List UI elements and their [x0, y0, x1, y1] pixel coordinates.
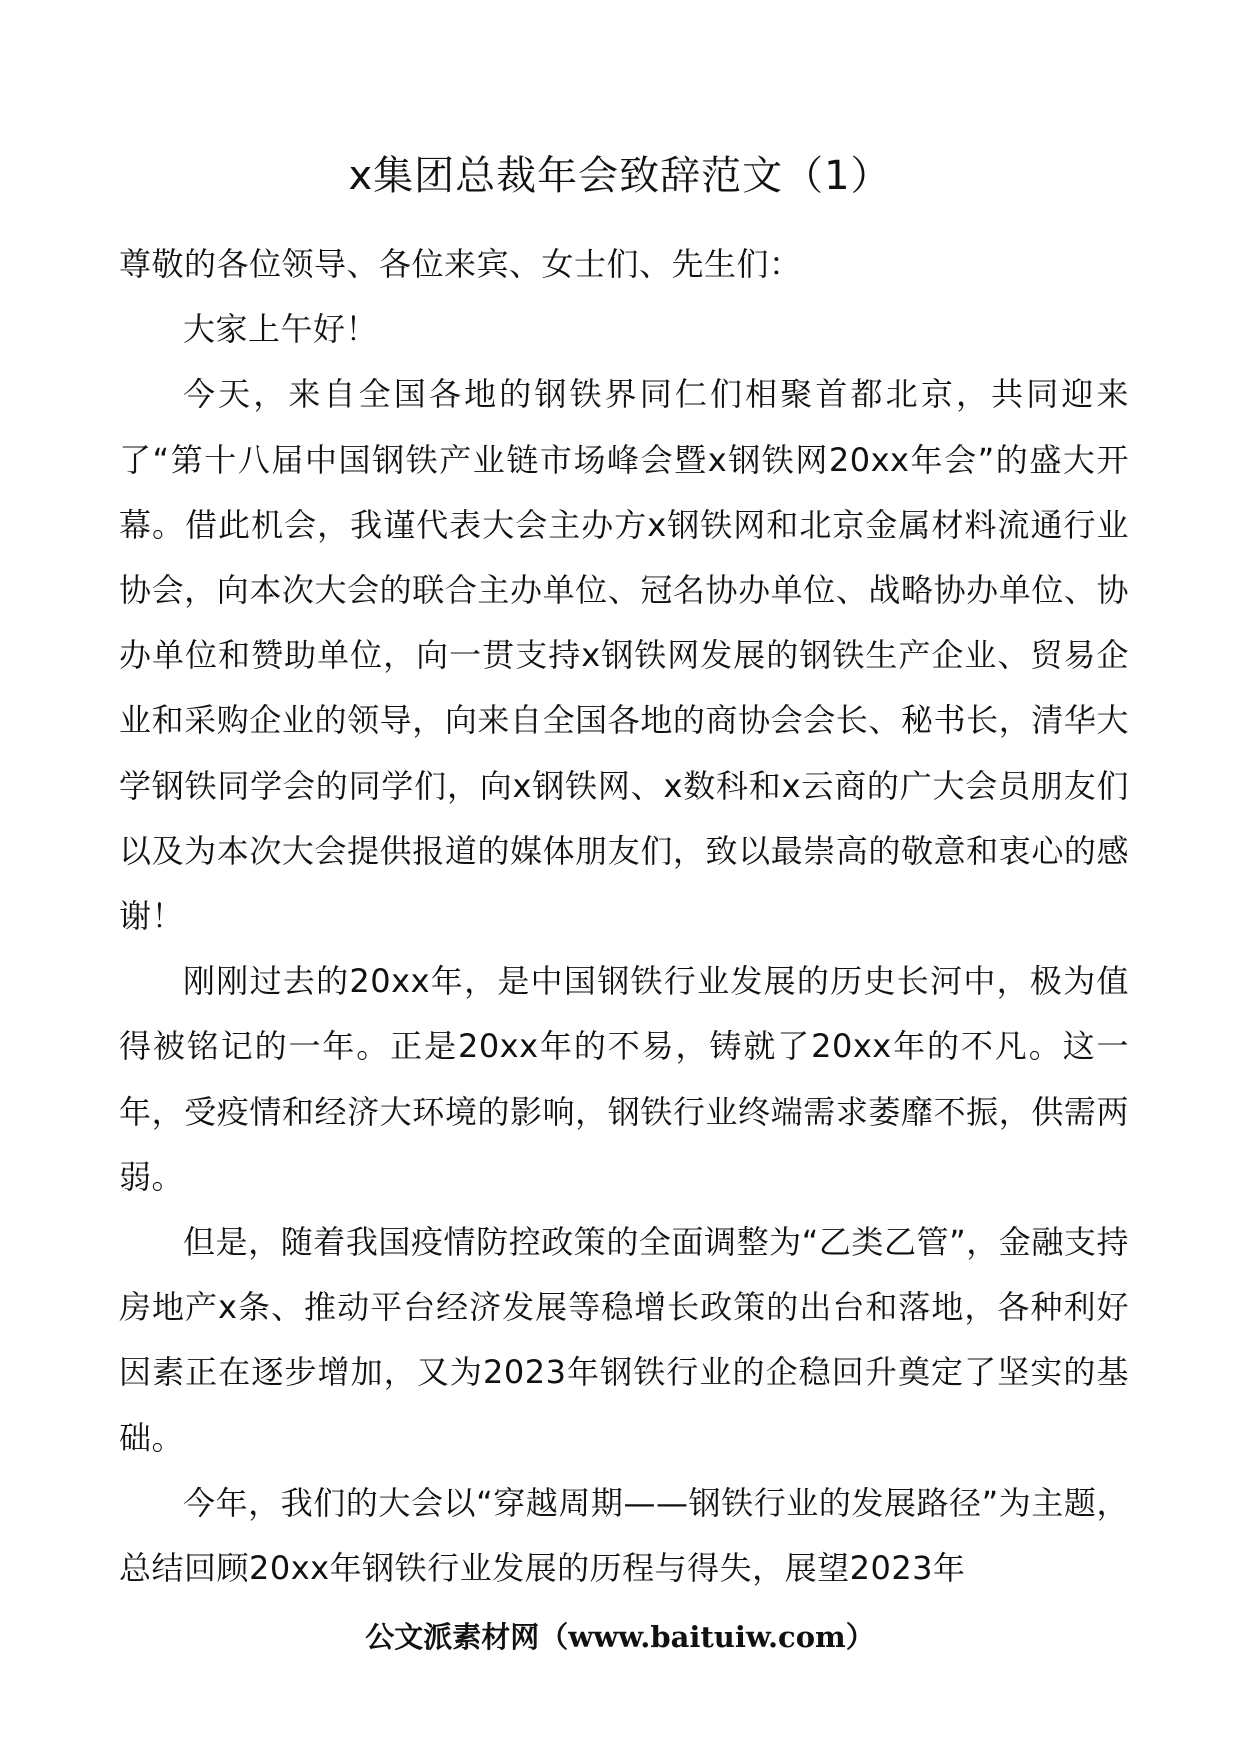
paragraph-greeting: 大家上午好！ — [183, 310, 379, 349]
paragraph-opening: 今天，来自全国各地的钢铁界同仁们相聚首都北京，共同迎来了“第十八届中国钢铁产业链市场峰会暨x钢铁网20xx年会”的盛大开幕。借此机会，我谨代表大会主办方x钢铁网和北京金属材料流通行业协会，向本次大会的联合主办单位、冠名协办单位、战略协办单位、协办单位和赞助单位，向一贯支持x钢铁网发展的钢铁生产企业、贸易企业和采购企业的领导，向来自全国各地的商协会会长、秘书长，清华大学钢铁同学会的同学们，向x钢铁网、x数科和x云商的广大会员朋友们以及为本次大会提供报道的媒体朋友们，致以最崇高的敬意和衷心的感谢！ — [119, 375, 1129, 936]
paragraph-theme: 今年，我们的大会以“穿越周期——钢铁行业的发展路径”为主题，总结回顾20xx年钢铁行业发展的历程与得失，展望2023年 — [119, 1483, 1129, 1588]
paragraph-outlook: 但是，随着我国疫情防控政策的全面调整为“乙类乙管”，金融支持房地产x条、推动平台经济发展等稳增长政策的出台和落地，各种利好因素正在逐步增加，又为2023年钢铁行业的企稳回升奠定了坚实的基础。 — [119, 1223, 1129, 1457]
footer-watermark: 公文派素材网（www.baituiw.com） — [365, 1620, 875, 1654]
paragraph-review: 刚刚过去的20xx年，是中国钢铁行业发展的历史长河中，极为值得被铭记的一年。正是20xx年的不易，铸就了20xx年的不凡。这一年，受疫情和经济大环境的影响，钢铁行业终端需求萎靡不振，供需两弱。 — [119, 962, 1129, 1196]
document-title: x集团总裁年会致辞范文（1） — [348, 153, 892, 199]
document-body — [119, 232, 1129, 1601]
salutation: 尊敬的各位领导、各位来宾、女士们、先生们： — [119, 245, 802, 283]
